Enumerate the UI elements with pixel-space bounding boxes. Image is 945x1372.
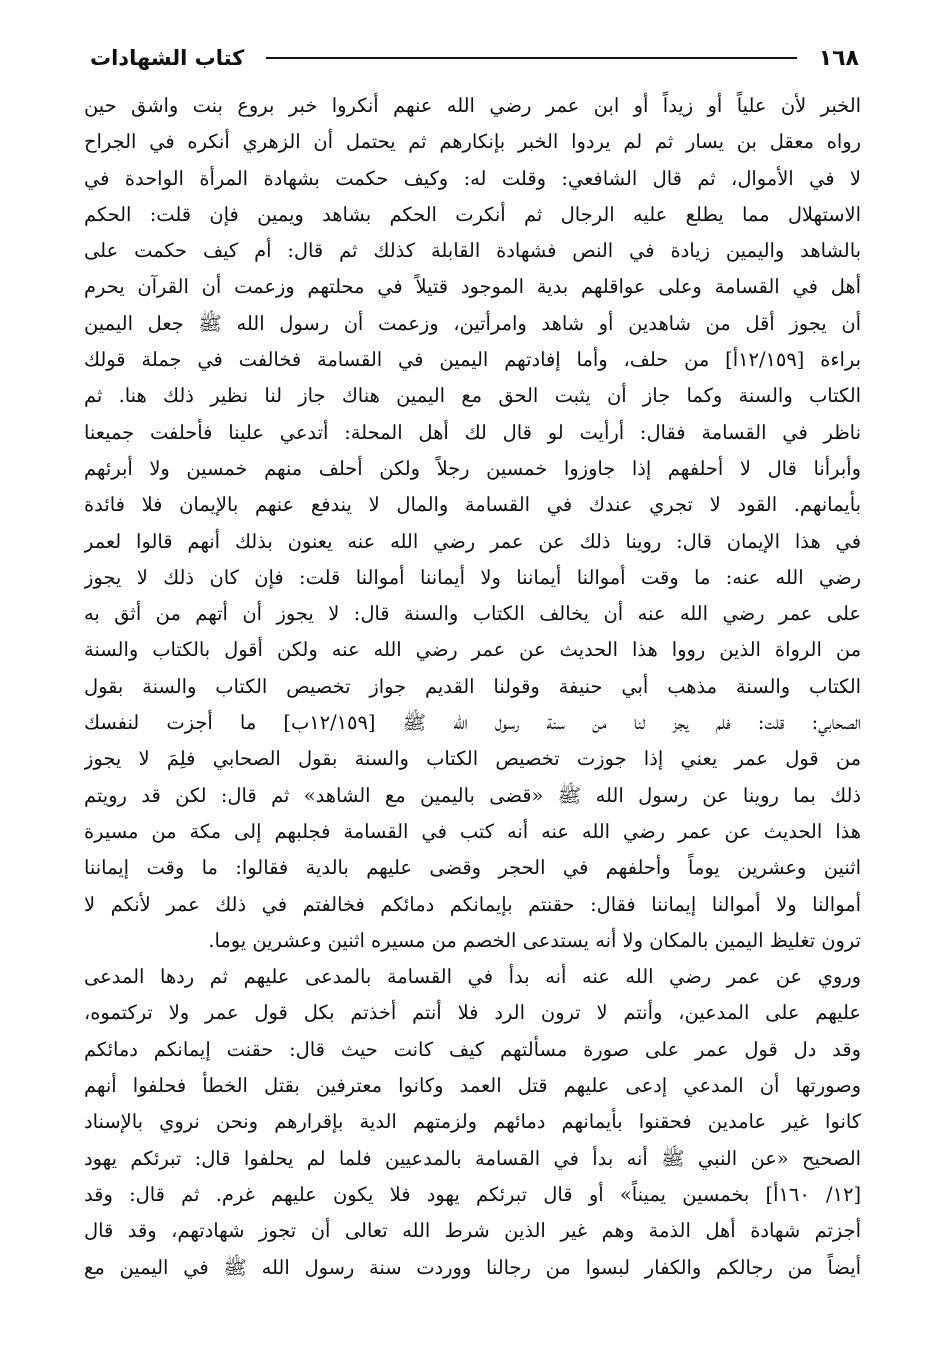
text-line: الاستهلال مما يطلع عليه الرجال ثم أنكرت الحكم بشاهد ويمين فإن قلت: الحكم [84,202,861,226]
text-line: الكتاب والسنة مذهب أبي حنيفة وقولنا القديم جواز تخصيص الكتاب والسنة بقول [84,674,861,698]
text-line: بالشاهد واليمين زيادة في النص فشهادة القابلة كذلك ثم قال: أم كيف حكمت على [84,239,861,263]
text-line: وأبرأنا قال لا أحلفهم إذا جاوزوا خمسين رجلاً ولكن أحلف منهم خمسين ولا أبرئهم [84,456,861,480]
text-line: الصحابي: قلت: فلم يجز لنا من سنة رسول الله ﷺ [١٢/١٥٩ب] ما أجزت لنفسك [84,711,861,735]
text-line: بأيمانهم. القود لا تجري عندك في القسامة والمال لا يندفع عنهم بالإيمان فلا فائدة [84,493,861,517]
text-line: من الرواة الذين رووا هذا الحديث عن عمر رضي الله عنه ولكن أقول بالكتاب والسنة [84,638,861,662]
text-line: من قول عمر يعني إذا جوزت تخصيص الكتاب والسنة بقول الصحابي فلِمَ لا يجوز [84,747,861,771]
text-line: لا في الأموال، ثم قال الشافعي: وقلت له: وكيف حكمت بشهادة المرأة الواحدة في [84,166,861,190]
text-line: وقد دل قول عمر على صورة مسألتهم كيف كانت حيث قال: حقنت إيمانكم دمائكم [84,1037,861,1061]
text-line: رواه معقل بن يسار ثم لم يردوا الخبر بإنكارهم ثم يحتمل أن الزهري أنكره في الجراح [84,130,861,154]
text-line: اثنين وعشرين يوماً وأحلفهم في الحجر وقضى عليهم بالدية فقالوا: ما وقت إيماننا [84,856,861,880]
text-line: ناظر في القسامة فقال: أرأيت لو قال لك أهل المحلة: أتدعي علينا فأحلفت جميعنا [84,420,861,444]
text-line: رضي الله عنه: ما وقت أموالنا أيماننا ولا أيماننا أموالنا قلت: فإن كان ذلك لا يجوز [84,565,861,589]
text-line: أهل في القسامة وعلى عواقلهم بدية الموجود قتيلاً في محلتهم وزعمت أن القرآن يحرم [84,275,861,299]
text-line: أيضاً من رجالكم والكفار لبسوا من رجالنا ووردت سنة رسول الله ﷺ في اليمين مع [84,1255,861,1279]
text-line: ذلك بما روينا عن رسول الله ﷺ «قضى باليمين مع الشاهد» ثم قال: لكن قد رويتم [84,783,861,807]
body-text [84,88,861,1286]
text-line: كانوا غير عامدين فحقنوا بأيمانهم دمائهم ولزمتهم الدية بإقرارهم ونحن نروي بالإسناد [84,1110,861,1134]
chapter-title: كتاب الشهادات [90,46,245,70]
text-line: الكتاب والسنة وكما جاز أن يثبت الحق مع اليمين هناك جاز لنا نظير ذلك هنا. ثم [84,384,861,408]
text-line: في هذا الإيمان قال: روينا ذلك عن عمر رضي الله عنه يعنون بذلك أنهم قالوا لعمر [84,529,861,553]
text-line: أموالنا ولا أموالنا إيماننا فقال: حقنتم بإيمانكم دمائكم فخالفتم في ذلك عمر لأنكم لا [84,892,861,916]
text-line: الخبر لأن علياً أو زيداً أو ابن عمر رضي الله عنهم أنكروا خبر بروع بنت واشق حين [84,94,861,117]
text-line: براءة [١٢/١٥٩أ] من حلف، وأما إفادتهم اليمين في القسامة فخالفت في جملة قولك [84,348,861,372]
text-line: عليهم على المدعين، وأنتم لا ترون الرد فلا أنتم أخذتم بكل قول عمر ولا تركتموه، [84,1001,861,1025]
text-line: وصورتها أن المدعي إدعى عليهم قتل العمد وكانوا معترفين بقتل الخطأ فحلفوا أنهم [84,1074,861,1098]
page-header [90,38,859,78]
header-rule [266,57,796,59]
text-line: وروي عن عمر رضي الله عنه أنه بدأ في القسامة بالمدعى عليهم ثم ردها المدعى [84,965,861,989]
page-number: ١٦٨ [818,45,859,71]
text-line: هذا الحديث عن عمر رضي الله عنه أنه كتب في القسامة فجلبهم إلى مكة من مسيرة [84,819,861,843]
text-line: الصحيح «عن النبي ﷺ أنه بدأ في القسامة بالمدعيين فلما لم يحلفوا قال: تبرئكم يهود [84,1146,861,1170]
text-line: أن يجوز أقل من شاهدين أو شاهد وامرأتين، وزعمت أن رسول الله ﷺ جعل اليمين [84,311,861,335]
text-line: أجزتم شهادة أهل الذمة وهم غير الذين شرط الله تعالى أن تجوز شهادتهم، وقد قال [84,1219,861,1243]
text-line: على عمر رضي الله عنه أن يخالف الكتاب والسنة قال: لا يجوز أن أتهم من أثق به [84,602,861,626]
text-line: [١٢/ ١٦٠أ] بخمسين يميناً» أو قال تبرئكم يهود فلا يكون عليهم غرم. ثم قال: وقد [84,1182,861,1206]
text-line: ترون تغليظ اليمين بالمكان ولا أنه يستدعى الخصم من مسيره اثنين وعشرين يوما. [208,928,861,952]
